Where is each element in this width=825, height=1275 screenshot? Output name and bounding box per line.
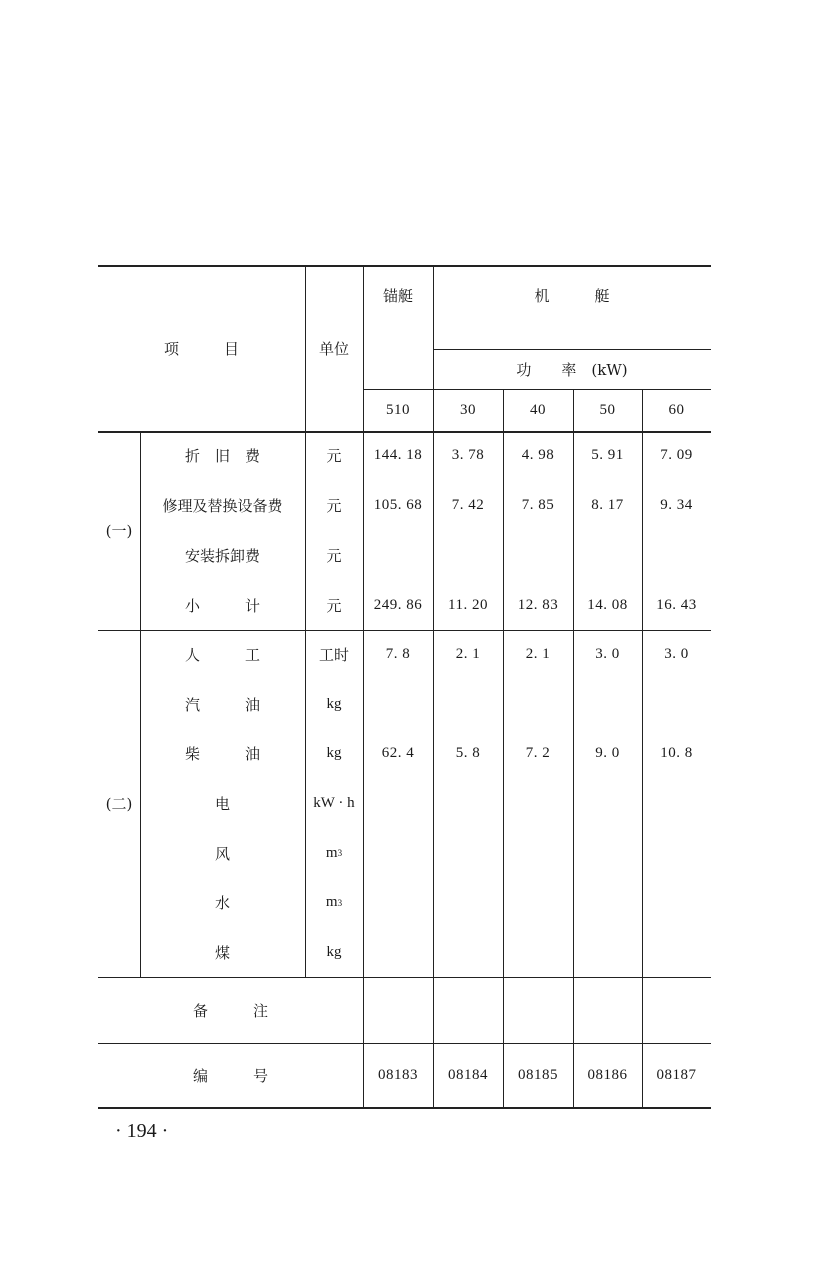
- row-unit-text: 元: [326, 449, 342, 466]
- value-cell: 7. 2: [525, 745, 551, 762]
- row-item-name: 风: [214, 844, 230, 863]
- row-item-name: 修理及替换设备费: [162, 497, 283, 516]
- value-cell: 8. 17: [591, 497, 624, 514]
- value-cell: 16. 43: [656, 596, 697, 613]
- row-unit: [305, 531, 363, 581]
- code-cell: 08183: [378, 1066, 418, 1083]
- value-cell: 7. 85: [521, 497, 555, 514]
- row-item-name: 小 计: [184, 596, 260, 615]
- header-col-510: 510: [386, 401, 410, 418]
- header-col-60: 60: [668, 401, 685, 418]
- value-cell: 5. 8: [455, 745, 481, 762]
- row-unit: [305, 928, 363, 978]
- value-cell: [642, 531, 711, 581]
- row-unit: [305, 729, 363, 779]
- row-item-name: 人 工: [184, 646, 260, 665]
- row-unit: [305, 779, 363, 829]
- value-cell: [573, 928, 642, 978]
- value-cell: [573, 878, 642, 928]
- value-cell: [433, 828, 503, 878]
- row-unit-text: 元: [326, 548, 342, 565]
- row-unit: [305, 431, 363, 481]
- row-item-name: 柴 油: [184, 745, 260, 764]
- header-power: 功 率 (kW): [516, 360, 628, 379]
- codes-label: 编 号: [192, 1066, 268, 1085]
- value-cell: [573, 779, 642, 829]
- value-cell: [503, 828, 573, 878]
- value-cell: [363, 928, 433, 978]
- row-item-name: 电: [214, 795, 230, 814]
- row-unit-text: m: [325, 894, 338, 911]
- row-unit-text: 工时: [318, 648, 349, 665]
- value-cell: [642, 878, 711, 928]
- value-cell: [642, 779, 711, 829]
- value-cell: [363, 878, 433, 928]
- quota-table: [98, 265, 711, 1109]
- row-unit-text: kg: [326, 943, 342, 960]
- row-unit: [305, 580, 363, 630]
- code-cell: 08185: [518, 1066, 558, 1083]
- header-anchor-boat: 锚艇: [382, 287, 413, 305]
- value-cell: 7. 09: [660, 447, 693, 464]
- value-cell: [642, 928, 711, 978]
- header-col-30: 30: [460, 401, 476, 418]
- group-2-label: (二): [105, 795, 133, 813]
- value-cell: 11. 20: [448, 596, 488, 613]
- header-col-50: 50: [599, 401, 616, 418]
- value-cell: [642, 828, 711, 878]
- value-cell: 2. 1: [455, 646, 481, 663]
- value-cell: [503, 531, 573, 581]
- code-cell: 08186: [587, 1066, 628, 1083]
- value-cell: [363, 828, 433, 878]
- value-cell: 7. 42: [451, 497, 485, 514]
- value-cell: [433, 878, 503, 928]
- row-item-name: 汽 油: [184, 695, 260, 714]
- value-cell: [503, 680, 573, 730]
- value-cell: 3. 78: [451, 447, 485, 464]
- value-cell: 3. 0: [664, 646, 689, 663]
- value-cell: [433, 779, 503, 829]
- row-item-name: 煤: [214, 943, 230, 962]
- value-cell: 9. 34: [660, 497, 693, 514]
- page-number: · 194 ·: [115, 1120, 169, 1142]
- value-cell: 62. 4: [381, 745, 415, 762]
- value-cell: [503, 779, 573, 829]
- value-cell: 9. 0: [595, 745, 620, 762]
- group-1-label: (一): [105, 522, 133, 540]
- value-cell: [573, 828, 642, 878]
- code-cell: 08184: [448, 1066, 488, 1083]
- value-cell: 249. 86: [373, 596, 423, 613]
- row-unit-text: 元: [326, 598, 342, 615]
- code-cell: 08187: [656, 1066, 697, 1083]
- row-unit-text: m: [325, 844, 338, 861]
- value-cell: 14. 08: [587, 596, 628, 613]
- row-unit: m 3: [325, 844, 343, 861]
- value-cell: [503, 928, 573, 978]
- value-cell: [433, 531, 503, 581]
- value-cell: [503, 878, 573, 928]
- value-cell: [363, 531, 433, 581]
- value-cell: [433, 928, 503, 978]
- row-unit: [305, 481, 363, 531]
- header-unit: 单位: [318, 339, 349, 358]
- row-unit: m 3: [325, 894, 343, 911]
- value-cell: 4. 98: [521, 447, 555, 464]
- value-cell: 3. 0: [595, 646, 620, 663]
- value-cell: [433, 680, 503, 730]
- header-item: 项 目: [163, 339, 239, 358]
- value-cell: 10. 8: [660, 745, 693, 762]
- value-cell: 105. 68: [373, 497, 423, 514]
- header-col-40: 40: [530, 401, 546, 418]
- row-item-name: 水: [214, 894, 230, 913]
- value-cell: [573, 680, 642, 730]
- value-cell: [363, 680, 433, 730]
- value-cell: 5. 91: [591, 447, 624, 464]
- value-cell: [363, 779, 433, 829]
- rule-bottom: [98, 1107, 711, 1109]
- row-item-name: 折 旧 费: [184, 447, 260, 466]
- value-cell: [642, 680, 711, 730]
- value-cell: 7. 8: [385, 646, 411, 663]
- row-unit: [305, 680, 363, 730]
- row-unit-text: 元: [326, 499, 342, 516]
- value-cell: 144. 18: [373, 447, 423, 464]
- value-cell: [573, 531, 642, 581]
- value-cell: 2. 1: [525, 646, 551, 663]
- row-unit-text: kg: [326, 745, 342, 762]
- header-motor-boat: 机 艇: [534, 287, 610, 305]
- row-unit-text: kg: [326, 695, 342, 712]
- value-cell: 12. 83: [517, 596, 559, 613]
- row-unit-text: kW · h: [313, 795, 355, 812]
- row-unit: [305, 630, 363, 680]
- remarks-label: 备 注: [192, 1001, 268, 1020]
- row-item-name: 安装拆卸费: [184, 546, 260, 565]
